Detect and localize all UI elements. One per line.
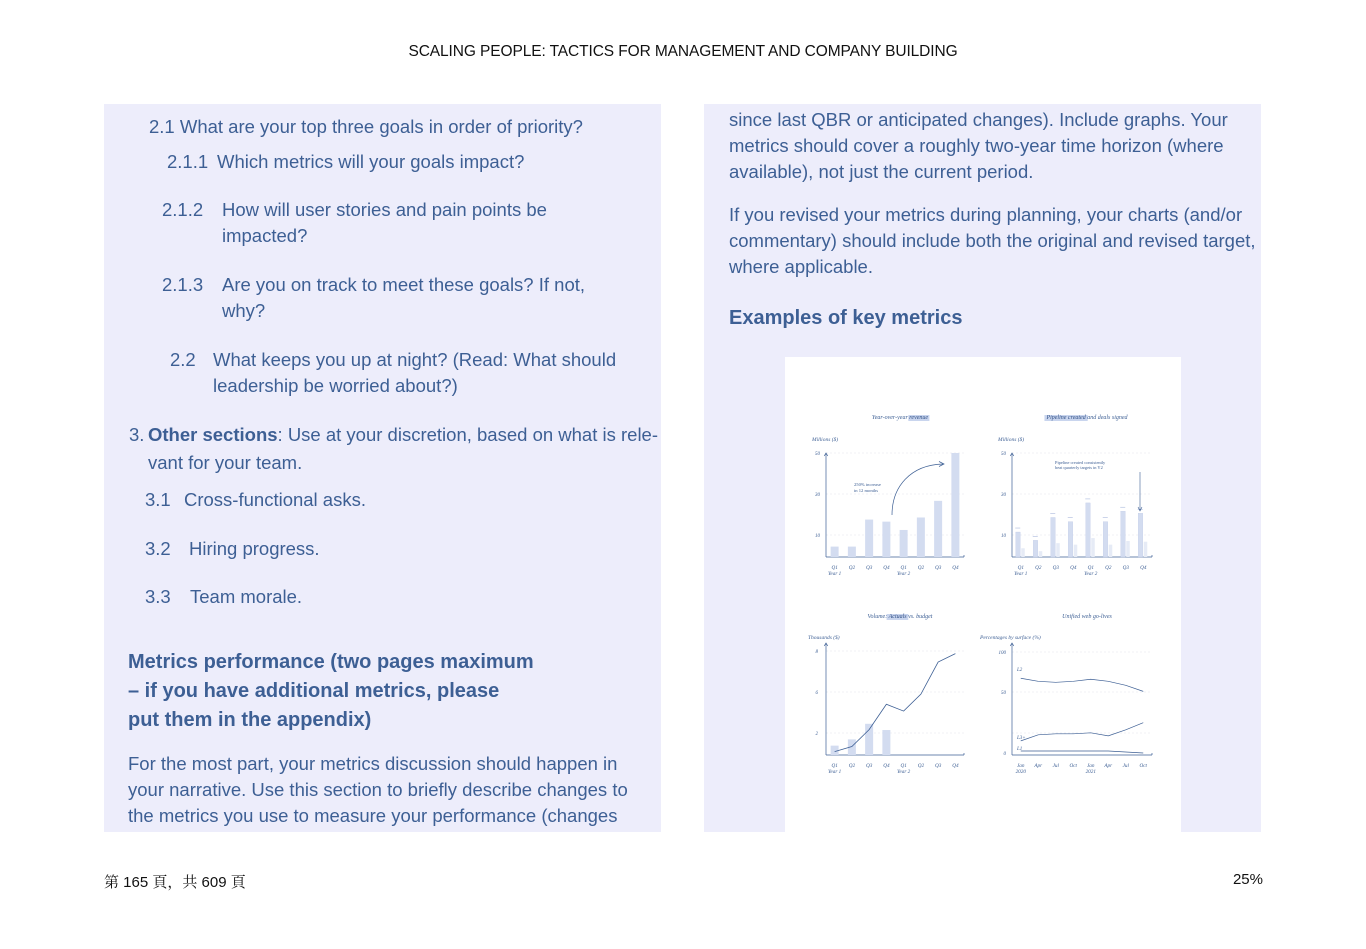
key-metrics-figure — [785, 357, 1181, 832]
x-tick-label: Q1 — [1017, 565, 1024, 571]
pipeline-bar — [1086, 503, 1091, 557]
item-text-line1: How will user stories and pain points be — [222, 199, 547, 220]
pipeline-bar — [1016, 532, 1021, 557]
chart3-title — [868, 614, 933, 620]
x-tick-label: Jan — [1087, 763, 1095, 769]
bar — [900, 530, 908, 557]
y-tick-label: 50 — [815, 452, 820, 457]
item-number: 2.1.2 — [162, 199, 204, 220]
item-text-line2: leadership be worried about?) — [213, 375, 458, 396]
item-text-line2: impacted? — [222, 225, 308, 246]
item-number: 2.2 — [170, 349, 196, 370]
series-l3-line — [1021, 723, 1144, 741]
budget-bar — [882, 730, 890, 755]
item-number: 3.1 — [145, 489, 171, 510]
y-tick-label: 50 — [1001, 452, 1006, 457]
paragraph-line: If you revised your metrics during planning, your charts (and/or — [729, 204, 1243, 225]
x-tick-label: Q4 — [1070, 565, 1077, 571]
section-heading — [128, 648, 534, 735]
x-tick-label: Q2 — [848, 763, 856, 769]
deals-bar — [1126, 541, 1130, 557]
item-text-line2: vant for your team. — [148, 452, 303, 473]
x-tick-label: Apr — [1034, 763, 1043, 769]
y-tick-label: 0 — [1003, 752, 1006, 757]
x-tick-label: Jan — [1017, 763, 1025, 769]
x-tick-label: Q4 — [883, 565, 890, 571]
y-tick-label: 8 — [815, 650, 818, 655]
paragraph-line: For the most part, your metrics discussion should happen in — [128, 753, 618, 774]
x-tick-label: Q2 — [917, 565, 925, 571]
item-text-line1: Are you on track to meet these goals? If not, — [222, 274, 586, 295]
deals-bar — [1144, 542, 1148, 557]
book-title: SCALING PEOPLE: TACTICS FOR MANAGEMENT AND COMPANY BUILDING — [408, 43, 958, 60]
series-label: L1 — [1017, 747, 1023, 752]
deals-bar — [1021, 548, 1025, 557]
chart2-annotation: Pipeline created consistently — [1055, 460, 1106, 465]
chart-title-highlight: Pipeline created — [1046, 415, 1086, 421]
paragraph-line: your narrative. Use this section to briefly describe changes to — [128, 779, 628, 800]
paragraph-line: where applicable. — [729, 256, 873, 277]
x-tick-label: Q4 — [952, 565, 959, 571]
item-text: Cross-functional asks. — [184, 489, 366, 510]
x-tick-label: Q4 — [1140, 565, 1147, 571]
bar — [882, 522, 890, 557]
budget-bar — [831, 746, 839, 755]
x-tick-label: Q1 — [900, 763, 907, 769]
y-axis-label: Millions ($) — [998, 437, 1025, 443]
pipeline-bar — [1138, 513, 1143, 557]
paragraph-line: commentary) should include both the original and revised target, — [729, 230, 1256, 251]
bar — [917, 517, 925, 557]
y-axis-label: Percentages by surface (%) — [980, 635, 1041, 641]
bar — [865, 520, 873, 557]
x-tick-label: Apr — [1104, 763, 1113, 769]
chart2-title — [1045, 415, 1128, 421]
x-tick-label: Q2 — [917, 763, 925, 769]
x-tick-label: Q3 — [1052, 565, 1059, 571]
x-tick-label: Q2 — [1105, 565, 1112, 571]
deals-bar — [1109, 545, 1113, 557]
x-tick-label: Q2 — [1035, 565, 1042, 571]
series-label: L3+ — [1017, 736, 1026, 741]
reading-progress: 25% — [1232, 871, 1263, 888]
bar — [934, 501, 942, 557]
x-year-label: Year 1 — [828, 571, 842, 577]
chart4-title — [1062, 613, 1112, 620]
item-text: Team morale. — [190, 586, 303, 607]
x-tick-label: Q3 — [865, 565, 873, 571]
paragraph-line: metrics should cover a roughly two-year time horizon (where — [729, 135, 1224, 156]
page-indicator: 第 165 頁，共 609 頁 — [104, 874, 246, 891]
left-page — [104, 104, 661, 832]
x-tick-label: Q3 — [1122, 565, 1129, 571]
budget-bar — [865, 724, 873, 755]
item-text-line1: What keeps you up at night? (Read: What should — [213, 349, 617, 370]
y-axis-label: Millions ($) — [812, 437, 839, 443]
chart-title-part: Volume: — [867, 614, 889, 620]
y-tick-label: 30 — [815, 493, 820, 498]
item-text-rest: : Use at your discretion, based on what is rele- — [277, 424, 659, 445]
chart-title-part: vs. budget — [906, 614, 933, 620]
chart1-title — [872, 415, 928, 421]
revised-metrics-paragraph — [729, 202, 1256, 280]
pipeline-bar — [1103, 522, 1108, 557]
y-tick-label: 10 — [815, 534, 820, 539]
x-tick-label: Q3 — [865, 763, 873, 769]
y-tick-label: 100 — [998, 651, 1006, 656]
x-tick-label: Jul — [1122, 763, 1129, 769]
chart1-annotation: 250% increase — [854, 482, 881, 487]
x-tick-label: Q1 — [831, 763, 838, 769]
pipeline-bar — [1051, 517, 1056, 557]
pipeline-bar — [1033, 540, 1038, 557]
y-tick-label: 6 — [815, 691, 818, 696]
series-label: L2 — [1017, 668, 1023, 673]
x-tick-label: Q3 — [934, 763, 942, 769]
heading-line: Metrics performance (two pages maximum — [128, 651, 534, 673]
item-text: Hiring progress. — [189, 538, 320, 559]
y-axis-label: Thousands ($) — [808, 635, 840, 641]
chart-title-highlight: revenue — [909, 415, 929, 421]
item-2-1: 2.1 What are your top three goals in order of priority? — [149, 116, 583, 137]
series-l2-line — [1021, 678, 1144, 691]
item-text-line2: why? — [222, 300, 266, 321]
deals-bar — [1074, 545, 1078, 557]
item-number: 2.1.1 — [167, 151, 209, 172]
chart-title-part: Year-over-year — [871, 415, 910, 421]
x-tick-label: Jul — [1052, 763, 1059, 769]
pipeline-bar — [1121, 511, 1126, 557]
y-tick-label: 30 — [1001, 493, 1006, 498]
paragraph-line: since last QBR or anticipated changes). Include graphs. Your — [729, 109, 1228, 130]
x-tick-label: Q2 — [848, 565, 856, 571]
x-year-label: Year 2 — [897, 571, 911, 577]
x-year-label: 2021 — [1085, 769, 1096, 775]
item-number: 2.1.3 — [162, 274, 204, 295]
chart2-annotation: beat quarterly targets in Y2 — [1055, 465, 1103, 470]
paragraph-line: the metrics you use to measure your performance (changes — [128, 805, 618, 826]
chart-title-part: Unified web go-lives — [1062, 614, 1112, 620]
examples-heading: Examples of key metrics — [729, 307, 963, 329]
chart-title-part: and deals signed — [1085, 415, 1128, 421]
x-tick-label: Oct — [1139, 763, 1147, 769]
bar — [848, 547, 856, 557]
x-tick-label: Q1 — [900, 565, 907, 571]
x-year-label: Year 2 — [897, 769, 911, 775]
x-tick-label: Q1 — [831, 565, 838, 571]
x-year-label: Year 1 — [828, 769, 842, 775]
y-tick-label: 50 — [1001, 691, 1006, 696]
x-tick-label: Q1 — [1087, 565, 1094, 571]
deals-bar — [1056, 543, 1060, 557]
paragraph-line: available), not just the current period. — [729, 161, 1034, 182]
pipeline-bar — [1068, 522, 1073, 557]
bar — [951, 453, 959, 557]
chart1-annotation: in 12 months — [854, 488, 878, 493]
bar — [831, 547, 839, 557]
x-tick-label: Q4 — [883, 763, 890, 769]
item-bold-label: Other sections — [148, 424, 278, 445]
deals-bar — [1091, 538, 1095, 557]
y-tick-label: 10 — [1001, 534, 1006, 539]
item-text-line1 — [148, 422, 658, 448]
paragraph-continued — [729, 107, 1228, 185]
heading-line: put them in the appendix) — [128, 709, 372, 731]
item-text: Which metrics will your goals impact? — [217, 151, 525, 172]
x-tick-label: Q4 — [952, 763, 959, 769]
x-year-label: Year 1 — [1014, 571, 1028, 577]
right-page — [704, 104, 1261, 832]
item-number: 3.3 — [145, 586, 171, 607]
item-number: 3.2 — [145, 538, 171, 559]
deals-bar — [1039, 551, 1043, 557]
x-year-label: 2020 — [1015, 769, 1026, 775]
x-year-label: Year 2 — [1084, 571, 1098, 577]
actuals-line — [835, 654, 956, 752]
x-tick-label: Q3 — [934, 565, 942, 571]
series-l1-line — [1021, 751, 1144, 753]
key-metrics-charts — [785, 357, 1181, 832]
metrics-paragraph — [128, 751, 628, 829]
item-number: 3. — [129, 424, 145, 445]
y-tick-label: 2 — [815, 732, 818, 737]
chart-title-highlight: Actuals — [888, 614, 907, 620]
heading-line: – if you have additional metrics, please — [128, 680, 500, 702]
x-tick-label: Oct — [1069, 763, 1077, 769]
